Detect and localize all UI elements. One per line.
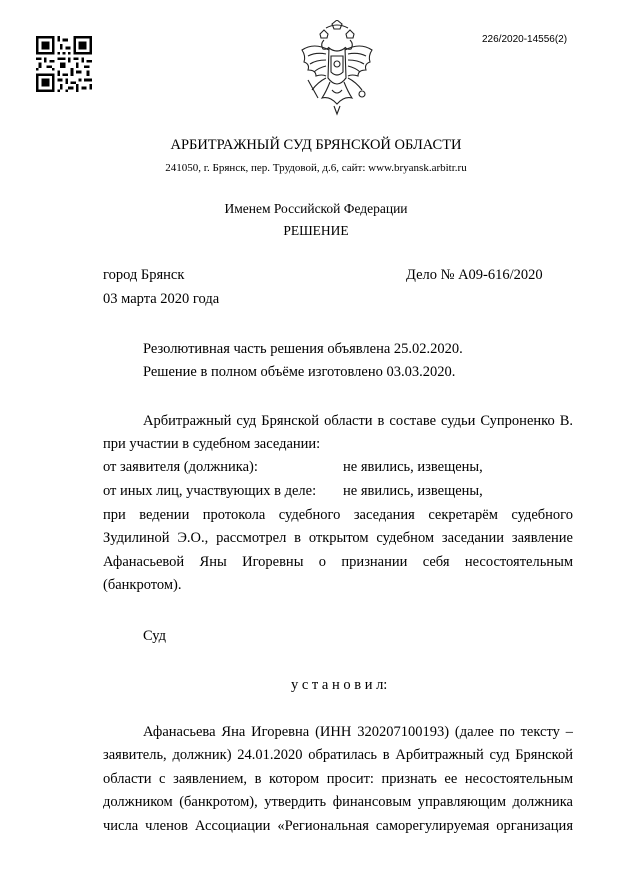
- body-paragraph: [103, 721, 573, 838]
- composition-paragraph: [103, 410, 573, 457]
- decision-date: 03 марта 2020 года: [103, 291, 220, 307]
- established-heading: [291, 677, 387, 694]
- court-word: Суд: [143, 628, 167, 644]
- participant-role: от заявителя (должника):: [103, 459, 258, 475]
- court-name: АРБИТРАЖНЫЙ СУД БРЯНСКОЙ ОБЛАСТИ: [170, 137, 462, 153]
- city: город Брянск: [103, 267, 185, 283]
- body-line: должником (банкротом), утвердить финансовым управляющим должника: [103, 794, 573, 811]
- protocol-line: Афанасьевой Яны Игоревны о признании себя несостоятельным: [103, 553, 573, 570]
- document-number: 226/2020-14556(2): [482, 34, 568, 45]
- document-type: РЕШЕНИЕ: [283, 223, 349, 238]
- qr-code: [36, 36, 92, 92]
- participant-status: не явились, извещены,: [343, 483, 483, 499]
- protocol-line: (банкротом).: [103, 577, 182, 594]
- resolution-announced: Резолютивная часть решения объявлена 25.02.2020.: [143, 341, 463, 357]
- participant-status: не явились, извещены,: [343, 459, 483, 475]
- in-name-of: Именем Российской Федерации: [224, 201, 408, 216]
- body-line: числа членов Ассоциации «Региональная саморегулируемая организация: [103, 817, 573, 834]
- protocol-line: при ведении протокола судебного заседания секретарём судебного: [103, 507, 573, 523]
- body-line: заявитель, должник) 24.01.2020 обратилась в Арбитражный суд Брянской: [103, 747, 573, 764]
- resolution-produced: Решение в полном объёме изготовлено 03.03.2020.: [143, 364, 456, 380]
- body-line: области с заявлением, в котором просит: признать ее несостоятельным: [103, 770, 573, 787]
- composition-line: Арбитражный суд Брянской области в составе судьи Супроненко В.: [143, 413, 573, 429]
- participant-role: от иных лиц, участвующих в деле:: [103, 483, 317, 499]
- court-address: 241050, г. Брянск, пер. Трудовой, д.6, сайт: www.bryansk.arbitr.ru: [165, 162, 467, 174]
- coat-of-arms-emblem: [296, 20, 378, 118]
- protocol-paragraph: [103, 504, 573, 598]
- case-number: Дело № А09-616/2020: [406, 267, 543, 283]
- established-text: у с т а н о в и л:: [291, 677, 388, 693]
- body-line: Афанасьева Яна Игоревна (ИНН 320207100193) (далее по тексту –: [143, 724, 573, 740]
- protocol-line: Зудилиной Э.О., рассмотрел в открытом судебном заседании заявление: [103, 530, 573, 547]
- composition-line: при участии в судебном заседании:: [103, 436, 321, 453]
